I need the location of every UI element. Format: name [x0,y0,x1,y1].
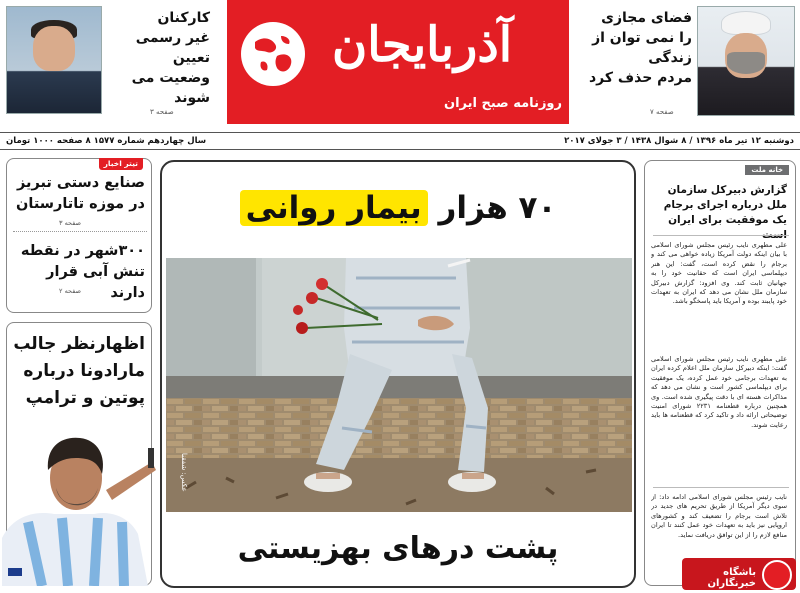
divider [653,235,789,236]
headline-line: اظهارنظر جالب [13,334,145,354]
column-headline: گزارش دبیرکل سازمان ملل درباره اجرای برجام یک موفقیت برای ایران است [663,184,787,241]
brief-line: تنش آبی قرار دارند [46,264,145,301]
brief-page-ref: صفحه ۳ [59,219,82,227]
left-teaser-story[interactable] [110,8,210,108]
issue-date: دوشنبه ۱۲ تیر ماه ۱۳۹۶ / ۸ شوال ۱۴۳۸ / ۳ جولای ۲۰۱۷ [564,136,794,146]
news-brief-box [6,158,152,313]
brief-story-headline[interactable] [11,173,145,215]
column-body-paragraph: نایب رئیس مجلس شورای اسلامی ادامه داد: از سوی دیگر آمریکا از طریق تحریم های جدید در تلاش است برجام را تضعیف کند و کشورهای اروپایی نیز باید به تعهدات خود عمل کنند تا ایران منافع لازم را از این توافق دریافت نماید. [651,493,787,539]
maradona-headline [9,331,145,412]
right-teaser-line: را نمی توان از زندگی [592,30,692,66]
newspaper-logo[interactable] [227,0,569,124]
section-tag: خانه ملت [745,165,789,175]
official-portrait-photo[interactable] [6,6,102,114]
badge-label: باشگاه خبرنگاران [707,567,756,589]
logo-title: آذربایجان [331,17,513,73]
column-body-paragraph: علی مطهری نایب رئیس مجلس شورای اسلامی با بیان اینکه دولت آمریکا زیاده خواهی می کند و برجام را نقض کرده است، گفت: این هنر دیپلماسی ایران است که حقانیت خود را به جهانیان ثابت کند. وی افزود: گزارش دبیرکل سازمان ملل نشان می دهد که ایران به تعهدات خود پایبند بوده و آمریکا باید پاسخگو باشد. [651,241,787,306]
headline-line: پوتین و ترامپ [25,388,145,408]
issue-info: سال چهاردهم شماره ۱۵۷۷ ۸ صفحه ۱۰۰۰ تومان [6,136,207,146]
logo-subtitle: روزنامه صبح ایران [443,96,562,111]
masthead [0,0,800,128]
feature-footer-headline: پشت درهای بهزیستی [237,531,559,566]
club-logo-icon [762,560,792,590]
left-teaser-line: کارکنان [157,10,210,26]
divider [653,487,789,488]
headline-highlight: بیمار روانی [240,190,428,226]
photo-credit: عکس: شفقنا [180,453,188,492]
parliament-column[interactable] [644,160,796,586]
section-tag: تیتر اخبار [99,158,143,170]
right-teaser-line: فضای مجازی [601,10,692,26]
source-badge[interactable] [682,558,796,590]
right-teaser-page-ref: صفحه ۷ [650,108,674,116]
right-teaser-line: مردم حذف کرد [588,70,692,86]
left-teaser-line: وضعیت می شوند [131,70,210,106]
headline-line: مارادونا درباره [23,361,145,381]
maradona-photo [2,418,162,586]
brief-line: ۳۰۰شهر در نقطه [20,243,145,259]
main-feature[interactable] [160,160,636,588]
dateline [0,132,800,150]
brief-page-ref: صفحه ۲ [59,287,82,295]
left-teaser-page-ref: صفحه ۳ [150,108,174,116]
brief-line: صنایع دستی تبریز [17,175,145,191]
divider [13,231,147,232]
column-body-paragraph: علی مطهری نایب رئیس مجلس شورای اسلامی گفت: اینکه دبیرکل سازمان ملل اعلام کرده ایران به تعهدات برجامی خود عمل کرده، یک موفقیت برای دیپلماسی کشور است و نشان می دهد که مذاکرات هسته ای با دقت پیگیری شده است. وی همچنین درباره قطعنامه ۲۲۳۱ شورای امنیت توضیحاتی ارائه داد و تاکید کرد که قطعنامه ها باید رعایت شوند. [651,355,787,429]
brief-line: در موزه تاتارستان [16,196,145,212]
main-headline [172,168,624,248]
president-portrait-photo[interactable] [697,6,795,116]
left-teaser-line: غیر رسمی تعیین [135,30,210,66]
right-teaser-story[interactable] [568,8,692,88]
headline-number: ۷۰ هزار [438,190,557,226]
feature-photo [166,258,632,512]
